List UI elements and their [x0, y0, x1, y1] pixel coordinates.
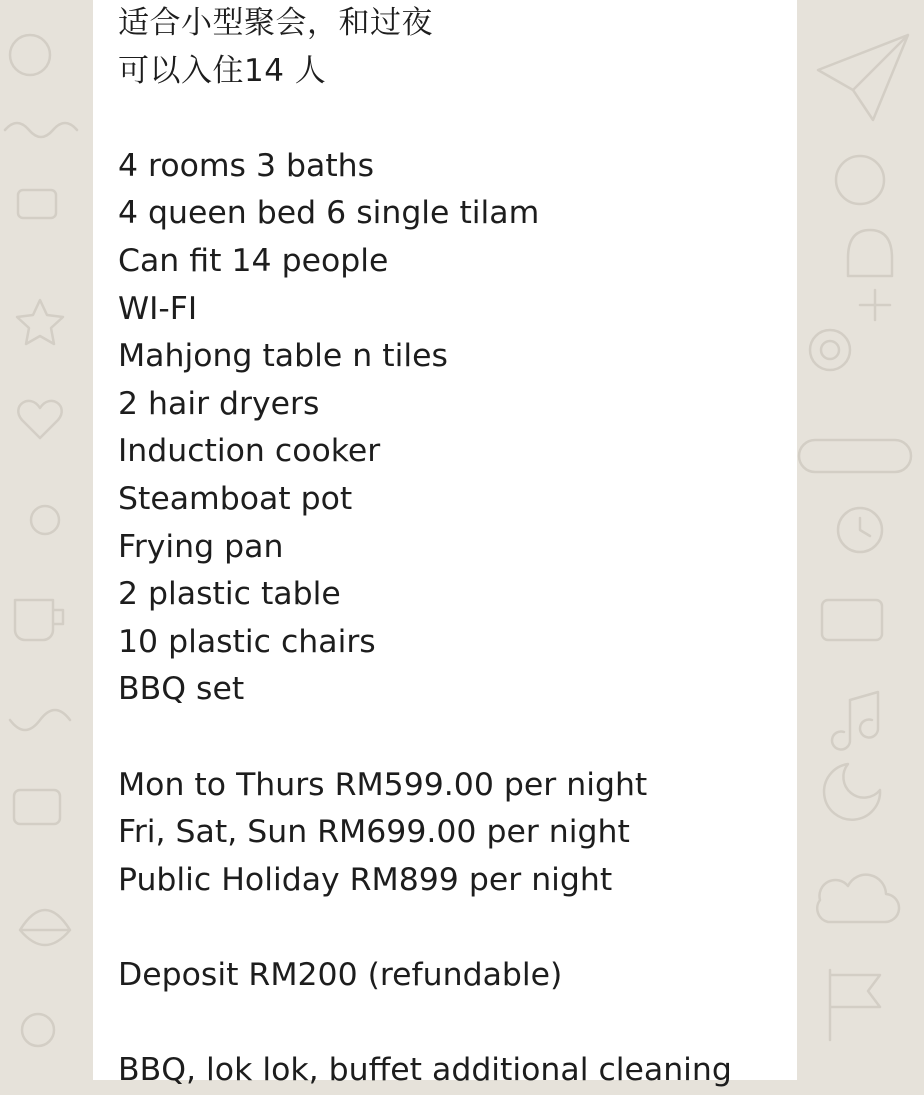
amenity-line: WI-FI	[118, 290, 198, 327]
rate-line: Mon to Thurs RM599.00 per night	[118, 766, 648, 803]
amenity-line: 2 plastic table	[118, 576, 341, 613]
amenity-line: 4 queen bed 6 single tilam	[118, 195, 540, 232]
amenity-line: 10 plastic chairs	[118, 623, 376, 660]
deposit-line: Deposit RM200 (refundable)	[118, 956, 563, 993]
message-text	[118, 0, 778, 1095]
cleaning-note-line: BBQ, lok lok, buffet additional cleaning	[118, 1052, 732, 1089]
amenity-line: Can fit 14 people	[118, 242, 389, 279]
amenity-line: Induction cooker	[118, 433, 381, 470]
amenity-line: Frying pan	[118, 528, 284, 565]
rate-line: Public Holiday RM899 per night	[118, 861, 613, 898]
chinese-line: 可以入住14 人	[118, 52, 327, 89]
amenity-line: 2 hair dryers	[118, 385, 320, 422]
blank-line	[118, 999, 778, 1047]
blank-line	[118, 95, 778, 143]
amenity-line: BBQ set	[118, 671, 245, 708]
amenity-line: Steamboat pot	[118, 480, 353, 517]
blank-line	[118, 714, 778, 762]
amenity-line: Mahjong table n tiles	[118, 338, 448, 375]
chinese-line: 适合小型聚会，和过夜	[118, 5, 433, 41]
amenity-line: 4 rooms 3 baths	[118, 147, 375, 184]
blank-line	[118, 904, 778, 952]
rate-line: Fri, Sat, Sun RM699.00 per night	[118, 814, 630, 851]
